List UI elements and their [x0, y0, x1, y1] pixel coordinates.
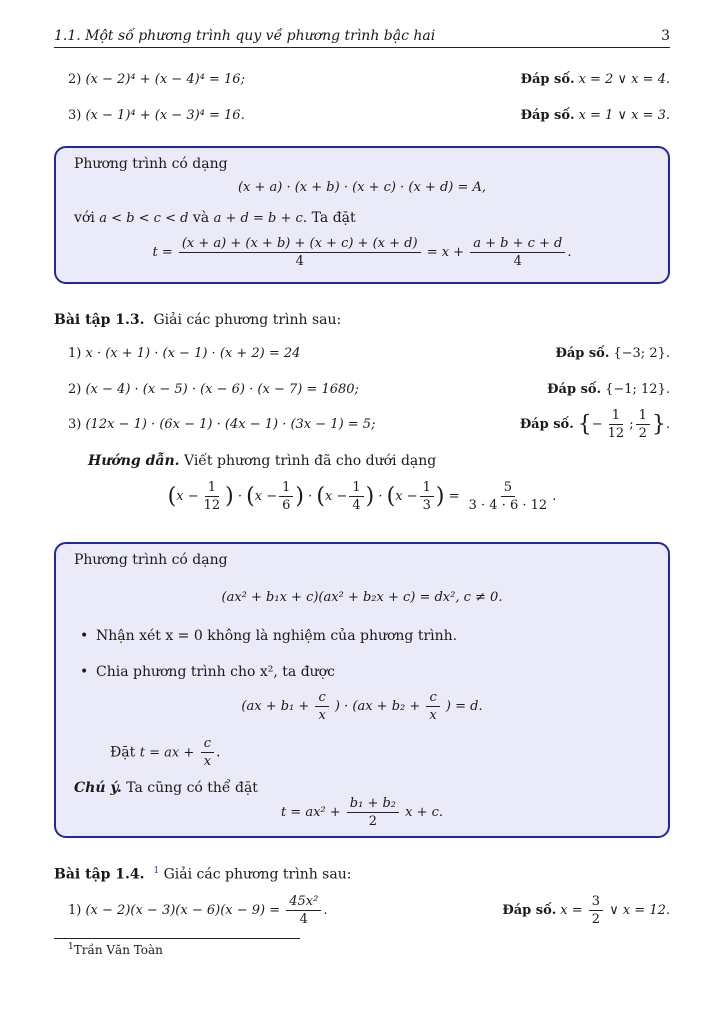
theory-box-1 — [54, 146, 670, 284]
fraction — [279, 480, 293, 513]
answer-label: Đáp số. — [520, 108, 575, 123]
fraction — [470, 236, 565, 269]
box1-substitution — [56, 236, 668, 269]
ex13-heading — [54, 312, 341, 328]
fraction — [466, 480, 551, 513]
brace-close: } — [651, 412, 666, 437]
box1-formula: (x + a) · (x + b) · (x + c) · (x + d) = A, — [237, 180, 487, 195]
fraction — [201, 736, 214, 769]
numerator: (x + a) + (x + b) + (x + c) + (x + d) — [179, 236, 421, 253]
math: a + d = b + c — [213, 211, 303, 226]
ex14-item-1 — [68, 894, 670, 927]
item-number: 3) — [68, 108, 82, 123]
ex12-item-3 — [68, 108, 670, 123]
footnote-link[interactable]: 1 — [153, 866, 160, 876]
item-number: 1) — [68, 903, 82, 918]
numerator: 45x² — [286, 894, 321, 911]
box1-intro: Phương trình có dạng — [74, 156, 228, 172]
ex14-heading — [54, 866, 351, 883]
fraction — [349, 480, 363, 513]
exercise-instruction: Giải các phương trình sau: — [163, 866, 352, 883]
answer-value: {−1; 12}. — [605, 382, 670, 397]
ex13-hint — [88, 453, 436, 469]
numerator: b₁ + b₂ — [347, 796, 399, 813]
answer-label: Đáp số. — [502, 903, 557, 918]
section-title: 1.1. Một số phương trình quy về phương trình bậc hai — [54, 28, 436, 44]
numerator: c — [426, 690, 439, 707]
answer-label: Đáp số. — [519, 417, 574, 432]
answer-value: {−3; 2}. — [613, 346, 670, 361]
answer-prefix: x = — [560, 903, 583, 918]
theory-box-2 — [54, 542, 670, 838]
ex13-item-1 — [68, 346, 670, 361]
item-number: 1) — [68, 346, 82, 361]
item-number: 2) — [68, 382, 82, 397]
answer-value: x = 2 ∨ x = 4. — [578, 72, 670, 87]
ex13-hint-equation: (x − $\frac{1}{12}$ ) · (x − $\frac{1}{6}$ ) · (x − $\frac{1}{4}$ ) · (x − $\frac{1}{3}$ ) = $\frac{5}{3 \cdot 4 \cdot 6 \cdot 12}$ . — [167, 480, 557, 513]
fraction — [636, 408, 650, 441]
t-lhs: t = — [152, 245, 173, 260]
numerator: c — [201, 736, 214, 753]
equation: (x − 1)⁴ + (x − 3)⁴ = 16. — [85, 108, 245, 123]
ex12-item-2 — [68, 72, 670, 87]
denominator: x — [429, 708, 437, 723]
numerator: a + b + c + d — [470, 236, 565, 253]
answer-label: Đáp số. — [547, 382, 602, 397]
minus: − — [591, 417, 603, 432]
denominator: 4 — [352, 498, 361, 513]
box2-set-t — [110, 736, 220, 769]
fraction — [201, 480, 224, 513]
fraction — [605, 408, 628, 441]
page-number: 3 — [661, 28, 670, 44]
running-header — [54, 28, 670, 48]
answer-label: Đáp số. — [520, 72, 575, 87]
item-number: 3) — [68, 417, 82, 432]
fraction — [179, 236, 421, 269]
denominator: 4 — [295, 254, 304, 269]
fraction — [426, 690, 439, 723]
numerator: 3 — [589, 894, 603, 911]
fraction — [589, 894, 603, 927]
denominator: 2 — [368, 814, 378, 829]
answer — [521, 72, 670, 87]
equation: (x − 2)(x − 3)(x − 6)(x − 9) = — [85, 903, 281, 918]
answer — [520, 408, 670, 441]
footnote — [68, 942, 163, 957]
text: Đặt — [110, 744, 136, 761]
fraction — [347, 796, 399, 829]
answer-suffix: ∨ x = 12. — [609, 903, 670, 918]
answer — [521, 108, 670, 123]
note-text: Ta cũng có thể đặt — [126, 780, 258, 796]
footnote-text: Trần Văn Toàn — [73, 943, 163, 957]
hint-text: Viết phương trình đã cho dưới dạng — [183, 453, 437, 469]
hint-label: Hướng dẫn. — [88, 453, 180, 469]
denominator: 6 — [282, 498, 291, 513]
math: t = ax + — [139, 745, 195, 761]
numerator: 1 — [609, 408, 623, 425]
box1-condition — [74, 210, 356, 226]
eq-part: ) · (ax + b₂ + — [334, 699, 421, 714]
box2-formula: (ax² + b₁x + c)(ax² + b₂x + c) = dx², c ≠ 0. — [221, 590, 503, 605]
exercise-title: Bài tập 1.4. — [54, 866, 145, 883]
answer-value: x = 1 ∨ x = 3. — [578, 108, 670, 123]
numerator: 1 — [636, 408, 650, 425]
fraction — [315, 690, 328, 723]
denominator: x — [203, 754, 212, 769]
fraction — [420, 480, 434, 513]
ex13-item-2 — [68, 382, 670, 397]
separator: ; — [629, 417, 634, 432]
period: . — [567, 245, 572, 260]
eq-part: t = ax² + — [280, 805, 341, 820]
answer — [555, 346, 670, 361]
footnote-rule — [54, 938, 300, 939]
period: . — [665, 417, 670, 432]
box2-divided-equation — [56, 690, 668, 723]
numerator: 1 — [279, 480, 293, 497]
equation: (x − 2)⁴ + (x − 4)⁴ = 16; — [85, 72, 245, 87]
denominator: 3 · 4 · 6 · 12 — [468, 498, 548, 513]
box2-bullet-1: • Nhận xét x = 0 không là nghiệm của phương trình. — [96, 628, 457, 644]
equation: x · (x + 1) · (x − 1) · (x + 2) = 24 — [85, 346, 301, 361]
eq-part: x + c. — [405, 805, 444, 820]
answer — [502, 894, 670, 927]
footnote-mark: 1 — [68, 942, 74, 952]
box2-note — [74, 780, 258, 796]
eq-part: ) = d. — [445, 699, 483, 714]
box2-alt-substitution — [56, 796, 668, 829]
answer-set — [577, 408, 670, 441]
numerator: c — [315, 690, 328, 707]
math: a < b < c < d — [99, 211, 189, 226]
note-label: Chú ý. — [74, 780, 122, 796]
exercise-title: Bài tập 1.3. — [54, 312, 145, 328]
box2-bullet-2: • Chia phương trình cho x², ta được — [96, 664, 335, 680]
fraction — [286, 894, 321, 927]
denominator: 12 — [607, 426, 625, 441]
numerator: 1 — [205, 480, 219, 497]
denominator: 12 — [203, 498, 221, 513]
denominator: 3 — [422, 498, 431, 513]
denominator: 4 — [513, 254, 522, 269]
text: . Ta đặt — [302, 210, 356, 226]
text: và — [192, 210, 210, 226]
brace-open: { — [577, 412, 592, 437]
denominator: 2 — [591, 912, 601, 927]
ex13-item-3 — [68, 408, 670, 441]
numerator: 5 — [501, 480, 515, 497]
text: với — [74, 210, 95, 226]
period: . — [216, 744, 221, 761]
box2-intro: Phương trình có dạng — [74, 552, 228, 568]
answer — [547, 382, 670, 397]
denominator: 4 — [299, 912, 308, 927]
equation: (12x − 1) · (6x − 1) · (4x − 1) · (3x − 1) = 5; — [85, 417, 376, 432]
period: . — [323, 903, 328, 918]
denominator: 2 — [638, 426, 647, 441]
eq-part: (ax + b₁ + — [241, 699, 310, 714]
equation: (x − 4) · (x − 5) · (x − 6) · (x − 7) = 1680; — [85, 382, 359, 397]
item-number: 2) — [68, 72, 82, 87]
numerator: 1 — [420, 480, 434, 497]
t-mid: = x + — [426, 245, 465, 260]
denominator: x — [318, 708, 326, 723]
answer-label: Đáp số. — [555, 346, 610, 361]
numerator: 1 — [349, 480, 363, 497]
exercise-instruction: Giải các phương trình sau: — [153, 312, 342, 328]
